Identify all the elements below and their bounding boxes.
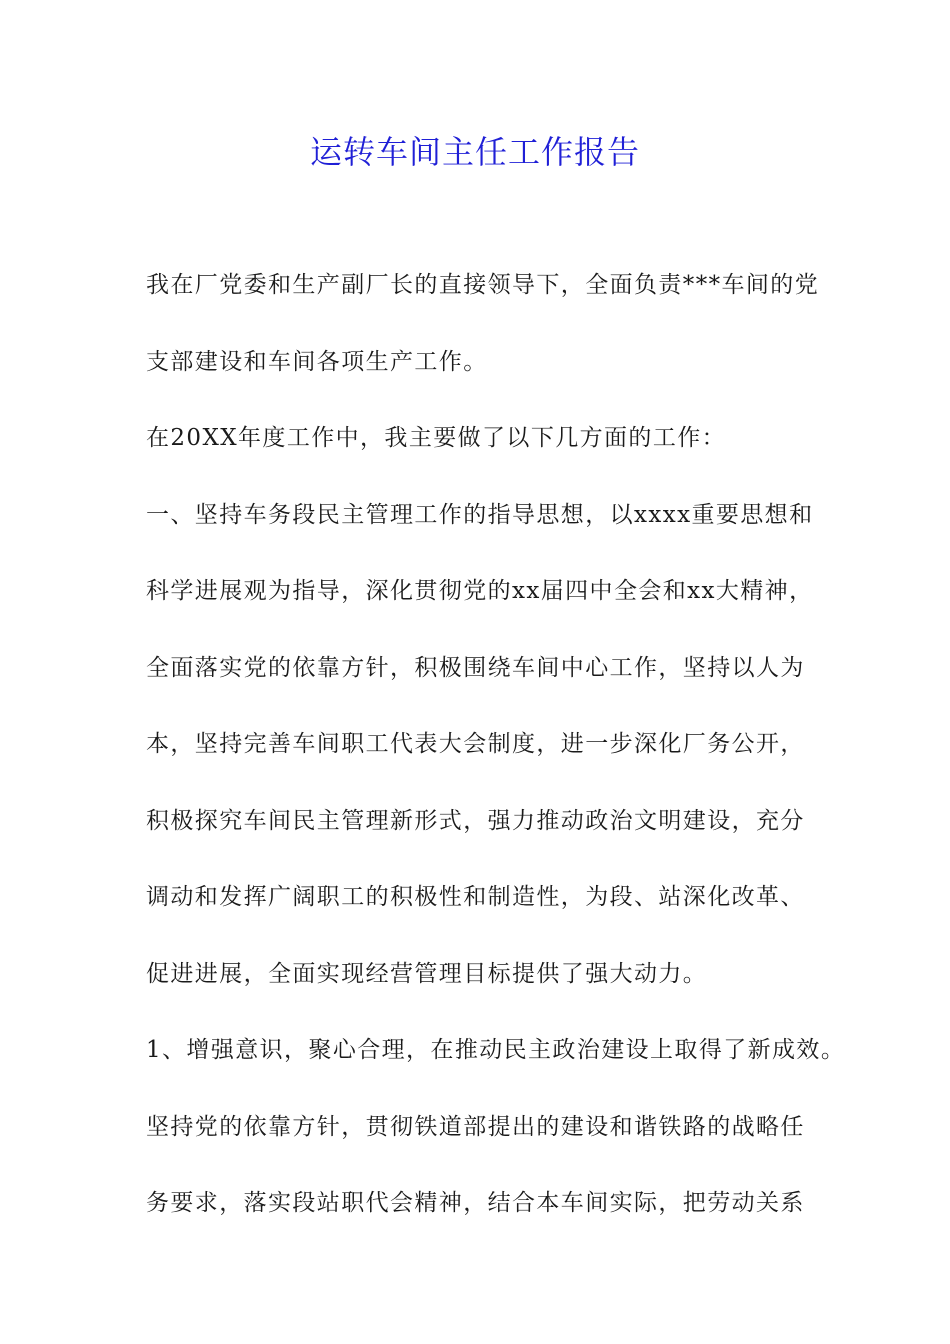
body-line: 科学进展观为指导，深化贯彻党的xx届四中全会和xx大精神， — [146, 578, 814, 604]
body-line: 全面落实党的依靠方针，积极围绕车间中心工作，坚持以人为 — [146, 654, 805, 681]
body-line: 一、坚持车务段民主管理工作的指导思想，以xxxx重要思想和 — [146, 501, 814, 528]
body-line: 在20XX年度工作中，我主要做了以下几方面的工作： — [146, 425, 727, 451]
body-line: 支部建设和车间各项生产工作。 — [146, 348, 488, 375]
body-line: 促进进展，全面实现经营管理目标提供了强大动力。 — [146, 960, 708, 987]
document-title: 运转车间主任工作报告 — [309, 133, 640, 171]
body-line: 我在厂党委和生产副厂长的直接领导下，全面负责***车间的党 — [146, 272, 820, 298]
document-body — [146, 262, 846, 1257]
body-line: 积极探究车间民主管理新形式，强力推动政治文明建设，充分 — [146, 807, 805, 834]
body-line: 本，坚持完善车间职工代表大会制度，进一步深化厂务公开， — [146, 731, 805, 757]
body-line: 1、增强意识，聚心合理，在推动民主政治建设上取得了新成效。 — [146, 1037, 846, 1063]
body-line: 务要求，落实段站职代会精神，结合本车间实际，把劳动关系 — [146, 1190, 805, 1216]
body-line: 坚持党的依靠方针，贯彻铁道部提出的建设和谐铁路的战略任 — [146, 1113, 805, 1140]
body-line: 调动和发挥广阔职工的积极性和制造性，为段、站深化改革、 — [146, 884, 805, 910]
